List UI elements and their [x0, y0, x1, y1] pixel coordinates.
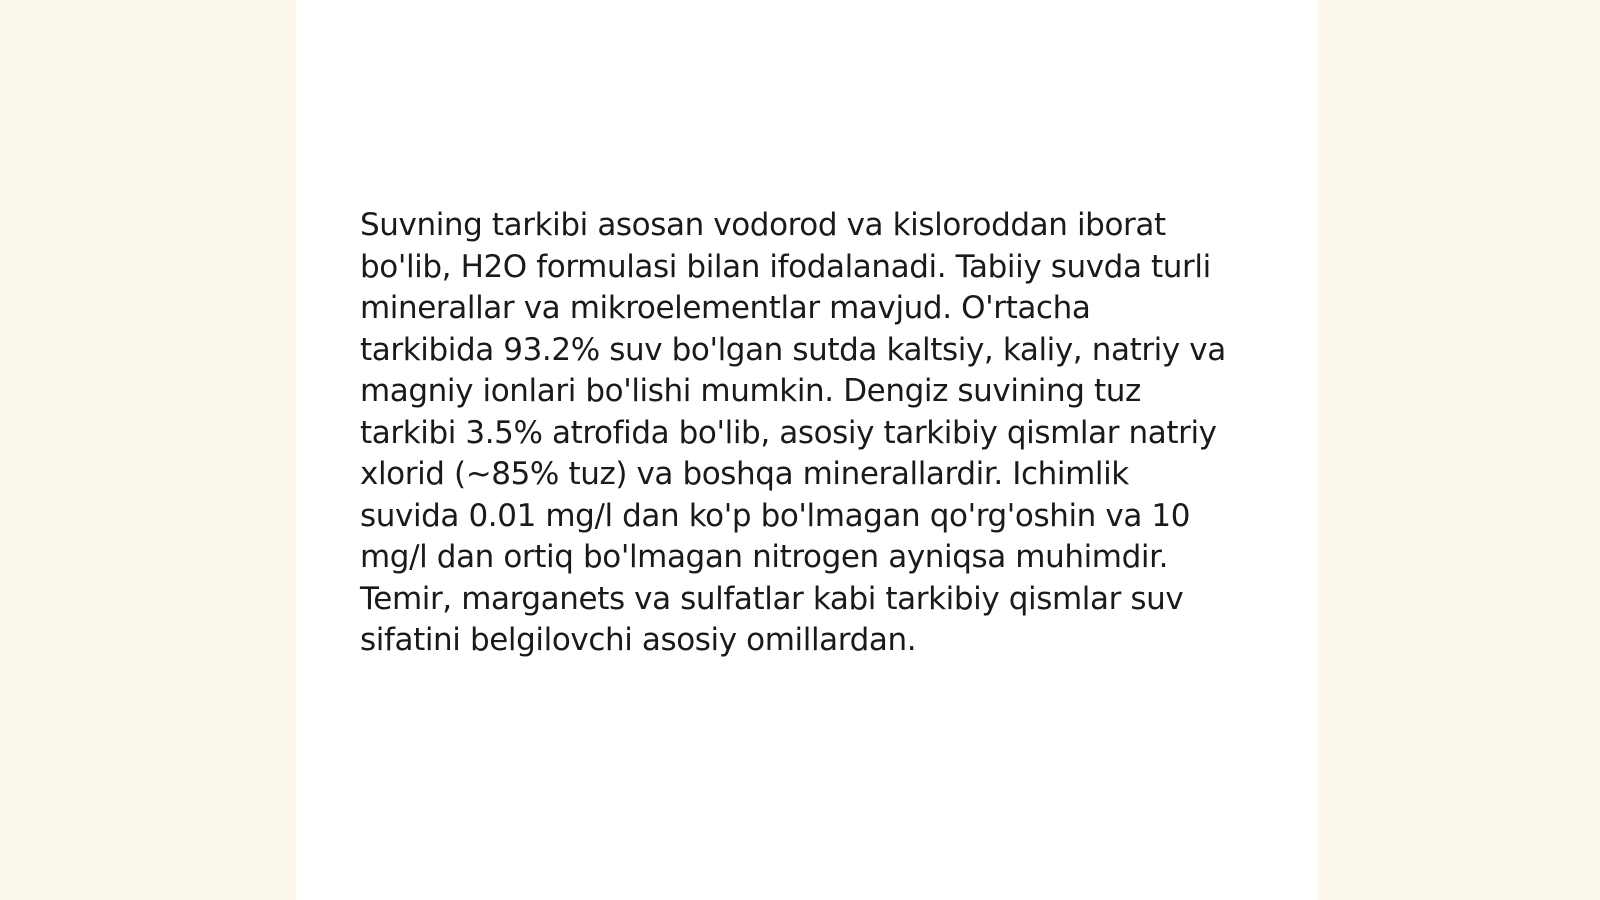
- body-paragraph: Suvning tarkibi asosan vodorod va kisloroddan iborat bo'lib, H2O formulasi bilan ifodalanadi. Tabiiy suvda turli minerallar va mikroelementlar mavjud. O'rtacha tarkibida 93.2% suv bo'lgan sutda kaltsiy, kaliy, natriy va magniy ionlari bo'lishi mumkin. Dengiz suvining tuz tarkibi 3.5% atrofida bo'lib, asosiy tarkibiy qismlar natriy xlorid (~85% tuz) va boshqa minerallardir. Ichimlik suvida 0.01 mg/l dan ko'p bo'lmagan qo'rg'oshin va 10 mg/l dan ortiq bo'lmagan nitrogen ayniqsa muhimdir. Temir, marganets va sulfatlar kabi tarkibiy qismlar suv sifatini belgilovchi asosiy omillardan.: [360, 207, 1226, 658]
- document-page: [296, 0, 1318, 900]
